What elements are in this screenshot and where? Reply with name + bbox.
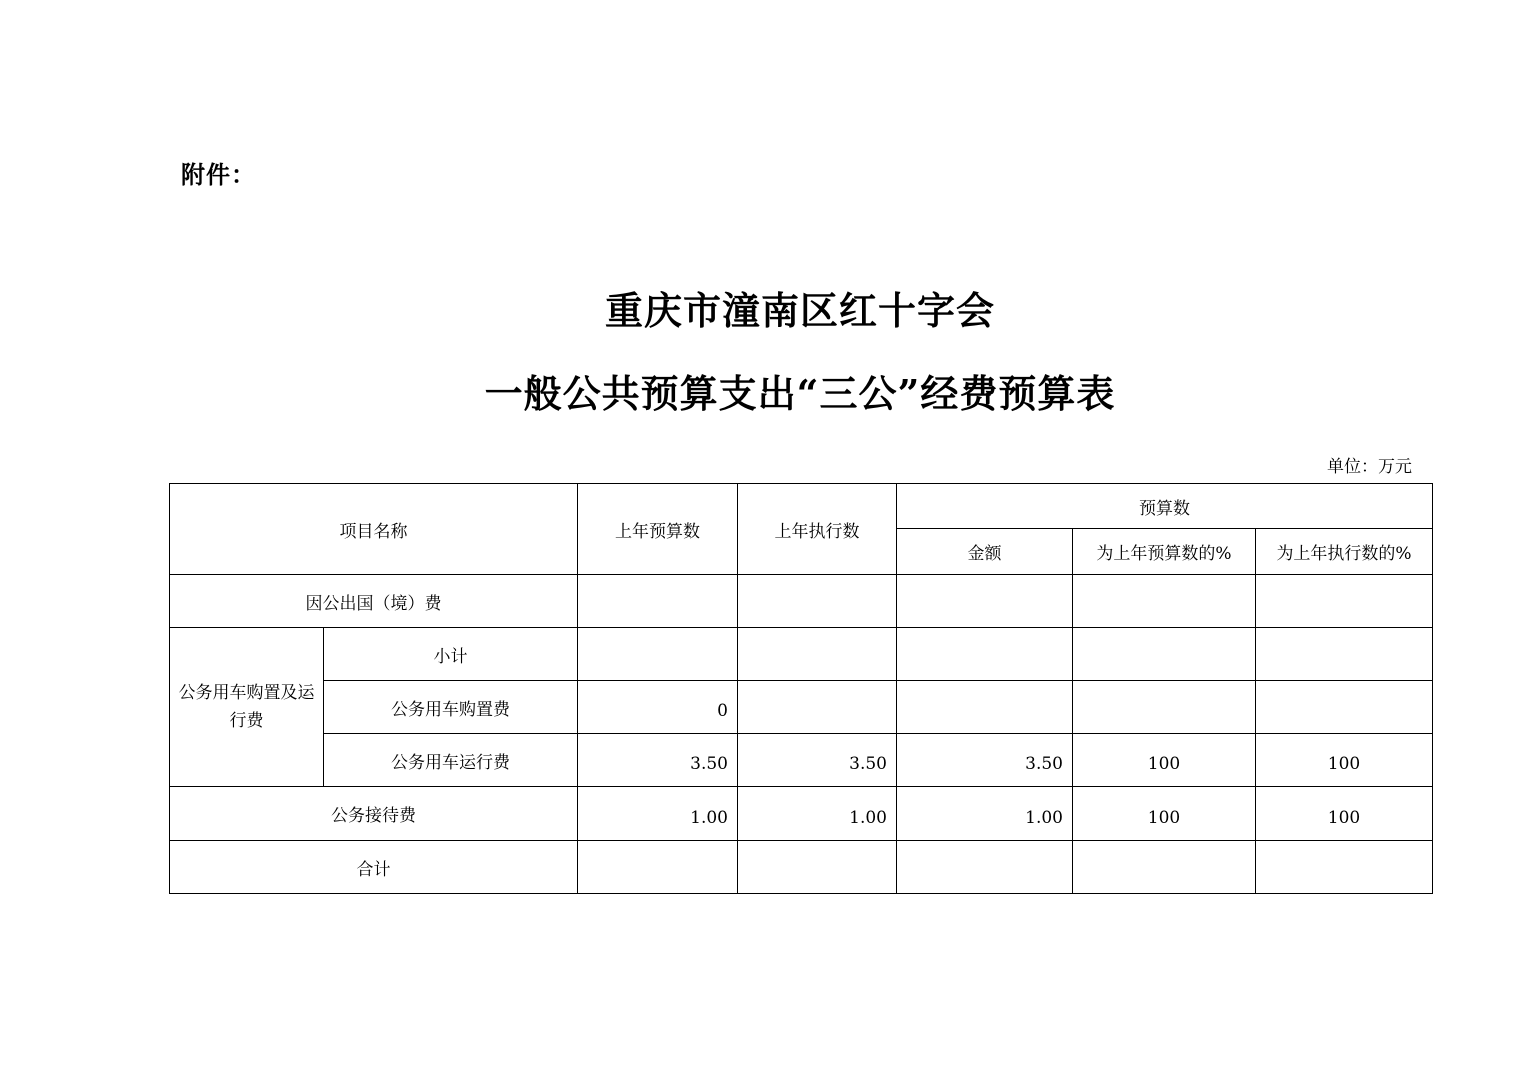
table-row — [170, 787, 1433, 841]
cell-amount — [897, 841, 1073, 894]
table-row-total — [170, 841, 1433, 894]
row-label: 公务用车购置费 — [324, 681, 578, 734]
row-label: 公务用车运行费 — [324, 734, 578, 787]
cell-prev-executed — [738, 575, 897, 628]
unit-label: 单位：万元 — [1327, 457, 1412, 477]
cell-pct-executed: 100 — [1256, 734, 1433, 787]
row-label: 合计 — [170, 841, 578, 894]
header-pct-prev-budget: 为上年预算数的% — [1073, 529, 1256, 575]
table-row — [170, 734, 1433, 787]
row-label: 公务接待费 — [170, 787, 578, 841]
cell-prev-executed — [738, 841, 897, 894]
cell-prev-budget: 1.00 — [578, 787, 738, 841]
cell-pct-executed — [1256, 628, 1433, 681]
cell-prev-executed — [738, 681, 897, 734]
header-prev-executed: 上年执行数 — [738, 484, 897, 575]
cell-amount: 1.00 — [897, 787, 1073, 841]
cell-amount — [897, 628, 1073, 681]
cell-amount — [897, 575, 1073, 628]
cell-pct-executed: 100 — [1256, 787, 1433, 841]
cell-prev-budget: 0 — [578, 681, 738, 734]
attachment-label: 附件： — [181, 161, 256, 189]
cell-prev-executed: 3.50 — [738, 734, 897, 787]
header-item-name: 项目名称 — [170, 484, 578, 575]
cell-pct-budget — [1073, 841, 1256, 894]
cell-prev-executed: 1.00 — [738, 787, 897, 841]
cell-amount: 3.50 — [897, 734, 1073, 787]
cell-pct-executed — [1256, 575, 1433, 628]
cell-pct-executed — [1256, 841, 1433, 894]
cell-prev-budget — [578, 628, 738, 681]
header-pct-prev-executed: 为上年执行数的% — [1256, 529, 1433, 575]
table-row — [170, 575, 1433, 628]
header-row — [170, 484, 1433, 529]
cell-prev-executed — [738, 628, 897, 681]
cell-prev-budget — [578, 841, 738, 894]
cell-prev-budget — [578, 575, 738, 628]
budget-table — [169, 483, 1433, 894]
cell-pct-executed — [1256, 681, 1433, 734]
row-label: 小计 — [324, 628, 578, 681]
cell-pct-budget — [1073, 575, 1256, 628]
table-row — [170, 628, 1433, 681]
cell-pct-budget — [1073, 681, 1256, 734]
document-subtitle: 一般公共预算支出“三公”经费预算表 — [484, 371, 1116, 416]
cell-pct-budget: 100 — [1073, 787, 1256, 841]
row-group-label: 公务用车购置及运行费 — [170, 628, 324, 787]
header-budget-group: 预算数 — [897, 484, 1433, 529]
header-prev-budget: 上年预算数 — [578, 484, 738, 575]
cell-prev-budget: 3.50 — [578, 734, 738, 787]
cell-pct-budget: 100 — [1073, 734, 1256, 787]
header-amount: 金额 — [897, 529, 1073, 575]
cell-pct-budget — [1073, 628, 1256, 681]
cell-amount — [897, 681, 1073, 734]
document-title: 重庆市潼南区红十字会 — [604, 288, 995, 333]
table-row — [170, 681, 1433, 734]
row-label: 因公出国（境）费 — [170, 575, 578, 628]
